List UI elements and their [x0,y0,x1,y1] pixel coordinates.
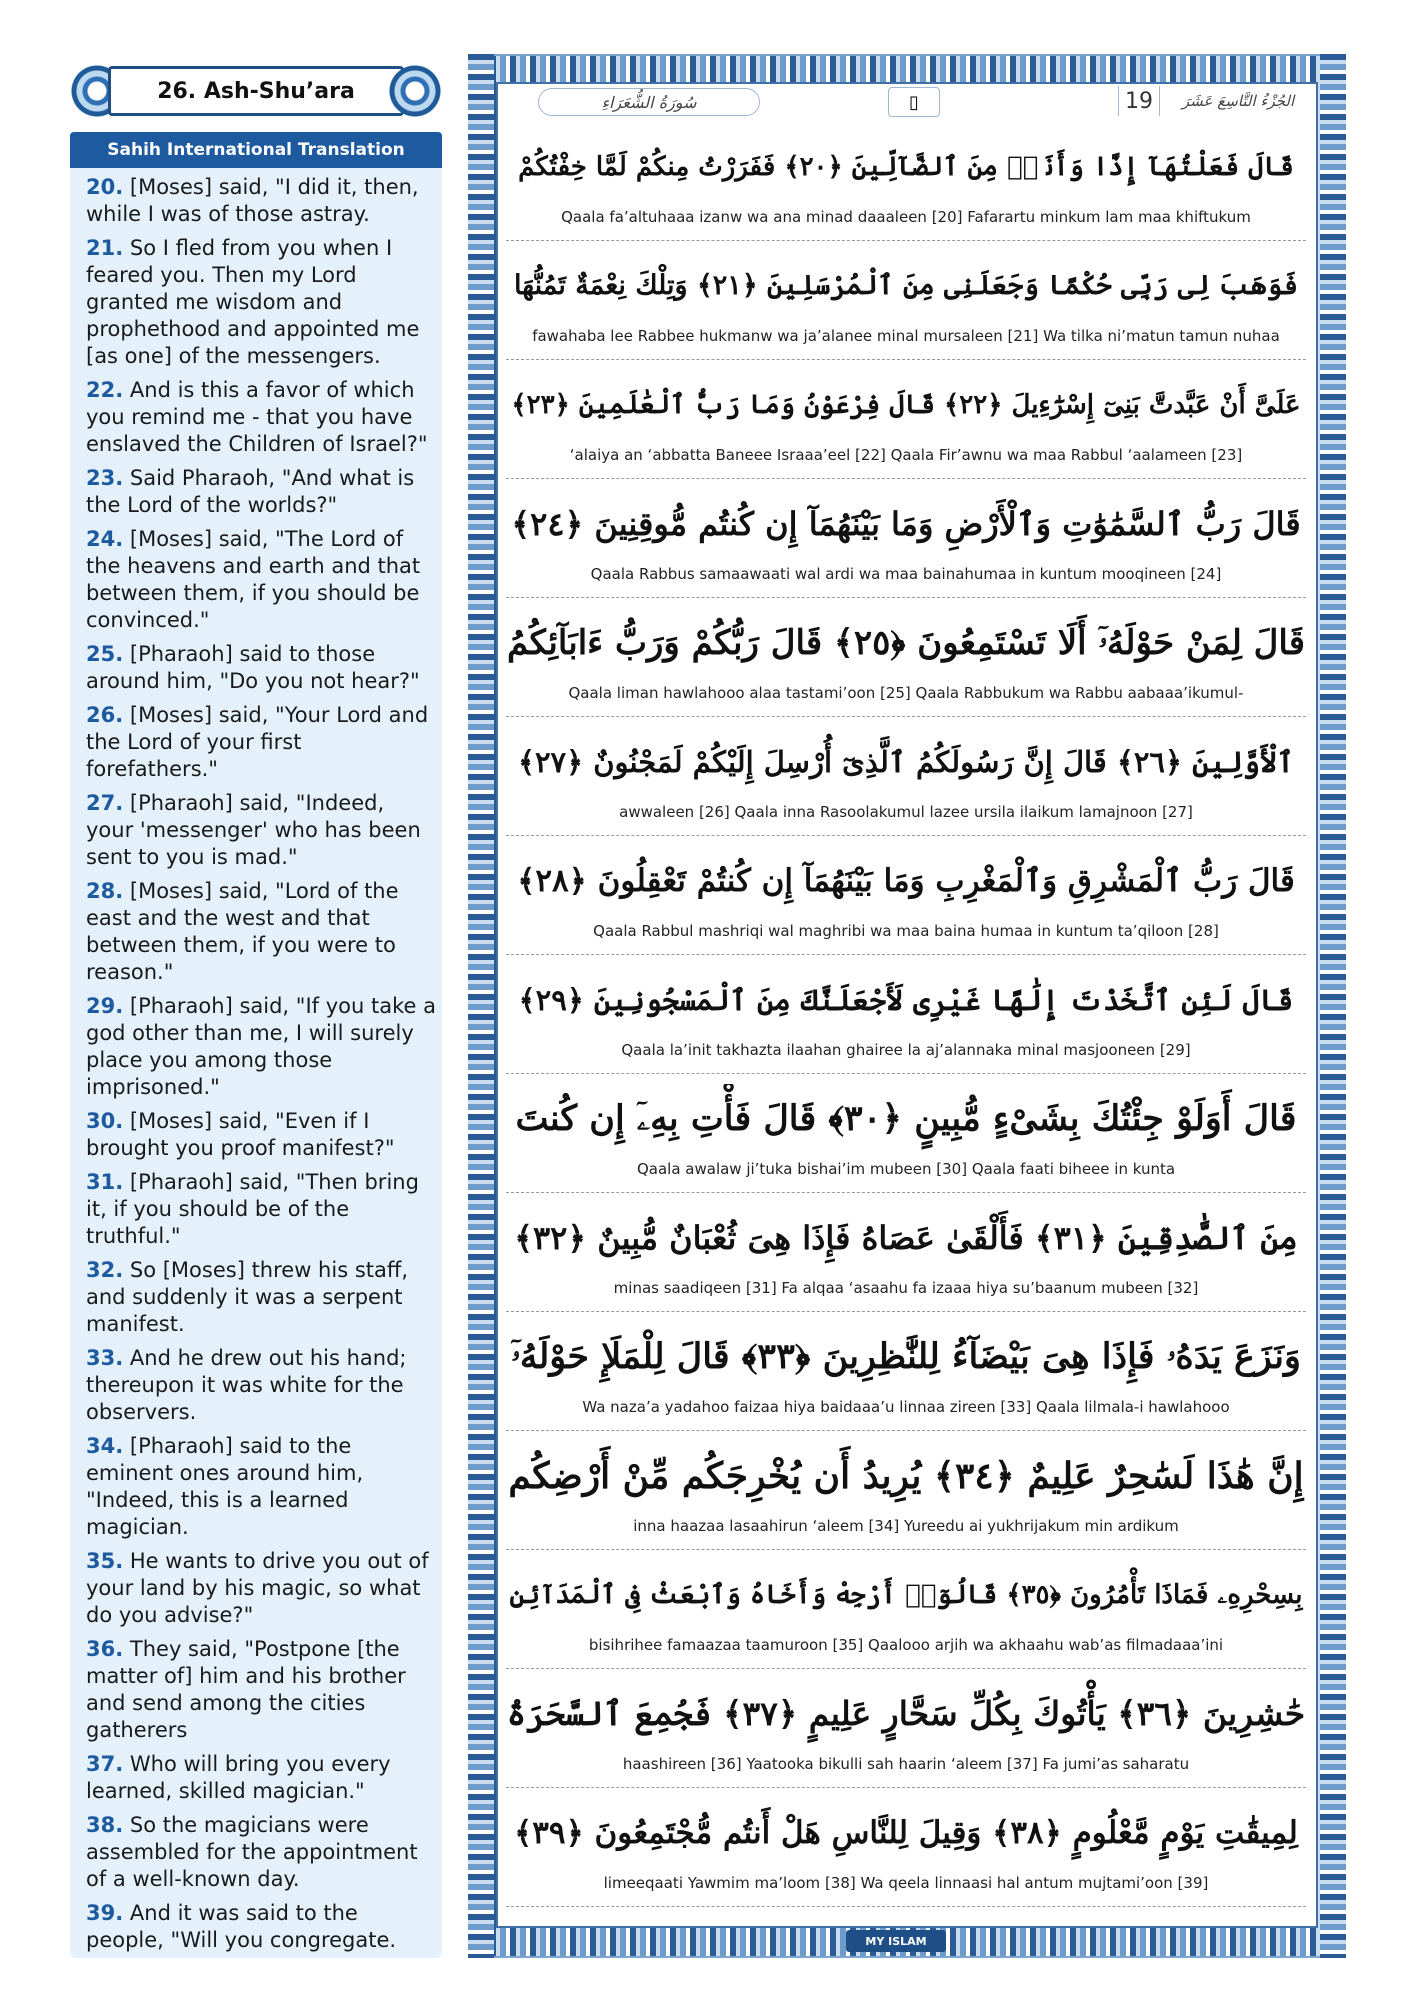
translation-verse [86,702,436,783]
transliteration-text: ‘alaiya an ‘abbatta Baneee Israaa’eel [22] Qaala Fir’awnu wa maa Rabbul ‘aalameen [23] [569,446,1243,464]
verse-number: 38. [86,1813,124,1837]
translation-header: Sahih International Translation [70,132,442,168]
quran-line [506,1431,1306,1550]
page-header [498,84,1316,118]
verse-text: [Pharaoh] said to those around him, "Do you not hear?" [86,642,420,693]
footer-logo: MY ISLAM [846,1930,946,1952]
verse-text: He wants to drive you out of your land by his magic, so what do you advise?" [86,1549,429,1627]
transliteration-text: bisihrihee famaazaa taamuroon [35] Qaalooo arjih wa akhaahu wab’as filmadaaa’ini [588,1636,1224,1654]
verse-text: So I fled from you when I feared you. Then my Lord granted me wisdom and prophethood and appointed me [as one] of the messengers. [86,236,420,368]
verse-number: 34. [86,1434,124,1458]
verse-number: 37. [86,1752,124,1776]
verse-number: 25. [86,642,124,666]
quran-line [506,241,1306,360]
verse-text: [Moses] said, "Your Lord and the Lord of your first forefathers." [86,703,429,781]
arabic-text: قَالَ أَوَلَوْ جِئْتُكَ بِشَىْءٍ مُّبِينٍ ﴿٣٠﴾ قَالَ فَأْتِ بِهِۦٓ إِن كُنتَ [515,1098,1297,1139]
verse-number: 26. [86,703,124,727]
transliteration-text: Qaala fa’altuhaaa izanw wa ana minad daaaleen [20] Fafarartu minkum lam maa khiftukum [561,208,1251,226]
transliteration-text: limeeqaati Yawmim ma’loom [38] Wa qeela linnaasi hal antum mujtami’oon [39] [603,1874,1209,1892]
translation-verse [86,465,436,519]
quran-line [506,1788,1306,1907]
transliteration-text: Qaala awalaw ji’tuka bishai’im mubeen [30] Qaala faati biheee in kunta [636,1160,1176,1178]
verse-text: [Pharaoh] said to the eminent ones around him, "Indeed, this is a learned magician. [86,1434,364,1539]
verse-text: [Moses] said, "Even if I brought you proof manifest?" [86,1109,395,1160]
translation-verse [86,1108,436,1162]
transliteration-text: awwaleen [26] Qaala inna Rasoolakumul lazee ursila ilaikum lamajnoon [27] [619,803,1193,821]
transliteration-text: Qaala liman hawlahooo alaa tastami’oon [25] Qaala Rabbukum wa Rabbu aabaaa’ikumul- [568,684,1244,702]
verse-text: So [Moses] threw his staff, and suddenly it was a serpent manifest. [86,1258,409,1336]
translation-verse [86,641,436,695]
arabic-text: فَوَهَبَ لِى رَبِّى حُكْمًا وَجَعَلَنِى مِنَ ٱلْمُرْسَلِينَ ﴿٢١﴾ وَتِلْكَ نِعْمَةٌ تَمُنُّهَا [513,270,1299,301]
verse-text: So the magicians were assembled for the appointment of a well-known day. [86,1813,418,1891]
verse-text: Said Pharaoh, "And what is the Lord of the worlds?" [86,466,415,517]
header-page-box: ▯ [888,87,940,117]
arabic-text: ٱلْأَوَّلِينَ ﴿٢٦﴾ قَالَ إِنَّ رَسُولَكُمُ ٱلَّذِىٓ أُرْسِلَ إِلَيْكُمْ لَمَجْنُونٌ ﴿٢٧﴾ [517,745,1295,779]
arabic-text: قَالَ فَعَلْتُهَآ إِذًا وَأَنَا۠ مِنَ ٱلضَّآلِّينَ ﴿٢٠﴾ فَفَرَرْتُ مِنكُمْ لَمَّا خِفْتُكُمْ [518,152,1294,182]
transliteration-text: minas saadiqeen [31] Fa alqaa ‘asaahu fa izaaa hiya su’baanum mubeen [32] [613,1279,1199,1297]
verse-text: And it was said to the people, "Will you congregate. [86,1901,397,1952]
quran-line [506,598,1306,717]
translation-verse [86,993,436,1101]
quran-line [506,1312,1306,1431]
transliteration-text: Qaala Rabbul mashriqi wal maghribi wa maa baina humaa in kuntum ta’qiloon [28] [593,922,1219,940]
quran-line [506,479,1306,598]
arabic-text: بِسِحْرِهِۦ فَمَاذَا تَأْمُرُونَ ﴿٣٥﴾ قَالُوٓا۟ أَرْجِهْ وَأَخَاهُ وَٱبْعَثْ فِى ٱلْمَدَآئِنِ [509,1580,1303,1610]
translation-verse [86,1900,436,1954]
arabic-text: قَالَ رَبُّ ٱلْمَشْرِقِ وَٱلْمَغْرِبِ وَمَا بَيْنَهُمَآ إِن كُنتُمْ تَعْقِلُونَ ﴿٢٨﴾ [517,863,1295,899]
translation-verse [86,1257,436,1338]
page-border-left [468,54,494,1958]
translation-verse [86,235,436,370]
arabic-text: قَالَ لَئِنِ ٱتَّخَذْتَ إِلَٰهًا غَيْرِى لَأَجْعَلَنَّكَ مِنَ ٱلْمَسْجُونِينَ ﴿٢٩﴾ [518,983,1294,1017]
header-juz-number: 19 [1118,86,1160,116]
translation-verse [86,174,436,228]
verse-text: [Pharaoh] said, "Indeed, your 'messenger' who has been sent to you is mad." [86,791,421,869]
arabic-text: قَالَ لِمَنْ حَوْلَهُۥٓ أَلَا تَسْتَمِعُونَ ﴿٢٥﴾ قَالَ رَبُّكُمْ وَرَبُّ ءَابَآئِكُمُ [507,623,1305,663]
arabic-text: لِمِيقَٰتِ يَوْمٍ مَّعْلُومٍ ﴿٣٨﴾ وَقِيلَ لِلنَّاسِ هَلْ أَنتُم مُّجْتَمِعُونَ ﴿٣٩﴾ [514,1815,1298,1851]
translation-list [70,168,442,1954]
verse-number: 24. [86,527,124,551]
header-juz-name: الجُزْءُ التَّاسِعَ عَشَرَ [1181,92,1295,110]
ornament-icon [388,64,442,118]
verse-text: [Moses] said, "The Lord of the heavens and earth and that between them, if you should be convinced." [86,527,421,632]
translation-verse [86,1345,436,1426]
quran-line [506,360,1306,479]
arabic-text: عَلَىَّ أَنْ عَبَّدتَّ بَنِىٓ إِسْرَٰٓءِيلَ ﴿٢٢﴾ قَالَ فِرْعَوْنُ وَمَا رَبُّ ٱلْعَٰلَمِينَ ﴿٢٣﴾ [511,390,1301,420]
translation-verse [86,1636,436,1744]
arabic-text: حَٰشِرِينَ ﴿٣٦﴾ يَأْتُوكَ بِكُلِّ سَحَّارٍ عَلِيمٍ ﴿٣٧﴾ فَجُمِعَ ٱلسَّحَرَةُ [506,1694,1306,1733]
translation-verse [86,790,436,871]
verse-text: Who will bring you every learned, skilled magician." [86,1752,391,1803]
translation-panel [70,132,442,1958]
translation-verse [86,1433,436,1541]
verse-number: 22. [86,378,124,402]
verse-number: 27. [86,791,124,815]
header-surah-name: سُورَةُ الشُّعَرَاءِ [538,88,760,116]
translation-verse [86,1812,436,1893]
verse-number: 23. [86,466,124,490]
verse-number: 31. [86,1170,124,1194]
translation-verse [86,878,436,986]
transliteration-text: inna haazaa lasaahirun ‘aleem [34] Yureedu ai yukhrijakum min ardikum [633,1517,1179,1535]
verse-text: And he drew out his hand; thereupon it was white for the observers. [86,1346,407,1424]
verse-text: And is this a favor of which you remind me - that you have enslaved the Children of Israel?" [86,378,428,456]
translation-verse [86,1169,436,1250]
translation-verse [86,377,436,458]
transliteration-text: Qaala la’init takhazta ilaahan ghairee la aj’alannaka minal masjooneen [29] [621,1041,1191,1059]
verse-number: 21. [86,236,124,260]
arabic-text: إِنَّ هَٰذَا لَسَٰحِرٌ عَلِيمٌ ﴿٣٤﴾ يُرِيدُ أَن يُخْرِجَكُم مِّنْ أَرْضِكُم [508,1455,1304,1497]
quran-page [496,82,1318,1928]
transliteration-text: fawahaba lee Rabbee hukmanw wa ja’alanee minal mursaleen [21] Wa tilka ni’matun tamun nuhaa [532,327,1280,345]
verse-text: They said, "Postpone [the matter of] him and his brother and send among the cities gatherers [86,1637,406,1742]
quran-line [506,1550,1306,1669]
translation-verse [86,1751,436,1805]
verse-number: 30. [86,1109,124,1133]
quran-line [506,1193,1306,1312]
transliteration-text: Qaala Rabbus samaawaati wal ardi wa maa bainahumaa in kuntum mooqineen [24] [590,565,1222,583]
verse-text: [Moses] said, "I did it, then, while I was of those astray. [86,175,419,226]
arabic-text: مِنَ ٱلصَّٰدِقِينَ ﴿٣١﴾ فَأَلْقَىٰ عَصَاهُ فَإِذَا هِىَ ثُعْبَانٌ مُّبِينٌ ﴿٣٢﴾ [514,1219,1298,1257]
surah-title-plate [70,58,442,124]
verse-text: [Pharaoh] said, "Then bring it, if you should be of the truthful." [86,1170,419,1248]
translation-verse [86,526,436,634]
verse-number: 29. [86,994,124,1018]
verse-text: [Moses] said, "Lord of the east and the west and that between them, if you were to reason." [86,879,399,984]
verse-number: 20. [86,175,124,199]
quran-line [506,122,1306,241]
verse-number: 36. [86,1637,124,1661]
verse-number: 33. [86,1346,124,1370]
verse-number: 32. [86,1258,124,1282]
quran-line [506,836,1306,955]
verse-number: 39. [86,1901,124,1925]
arabic-text: قَالَ رَبُّ ٱلسَّمَٰوَٰتِ وَٱلْأَرْضِ وَمَا بَيْنَهُمَآ إِن كُنتُم مُّوقِنِينَ ﴿٢٤﴾ [511,505,1301,543]
quran-line [506,1669,1306,1788]
verse-number: 35. [86,1549,124,1573]
transliteration-text: Wa naza’a yadahoo faizaa hiya baidaaa’u linnaa zireen [33] Qaala lilmala-i hawlahooo [582,1398,1230,1416]
translation-verse [86,1548,436,1629]
quran-line [506,717,1306,836]
verse-number: 28. [86,879,124,903]
quran-line [506,955,1306,1074]
verse-text: [Pharaoh] said, "If you take a god other than me, I will surely place you among those imprisoned." [86,994,436,1099]
page-border-right [1320,54,1346,1958]
surah-title: 26. Ash-Shu’ara [108,66,404,116]
quran-line [506,1074,1306,1193]
transliteration-text: haashireen [36] Yaatooka bikulli sah haarin ‘aleem [37] Fa jumi’as saharatu [622,1755,1190,1773]
arabic-text: وَنَزَعَ يَدَهُۥ فَإِذَا هِىَ بَيْضَآءُ لِلنَّٰظِرِينَ ﴿٣٣﴾ قَالَ لِلْمَلَإِ حَوْلَهُۥٓ [511,1336,1301,1377]
